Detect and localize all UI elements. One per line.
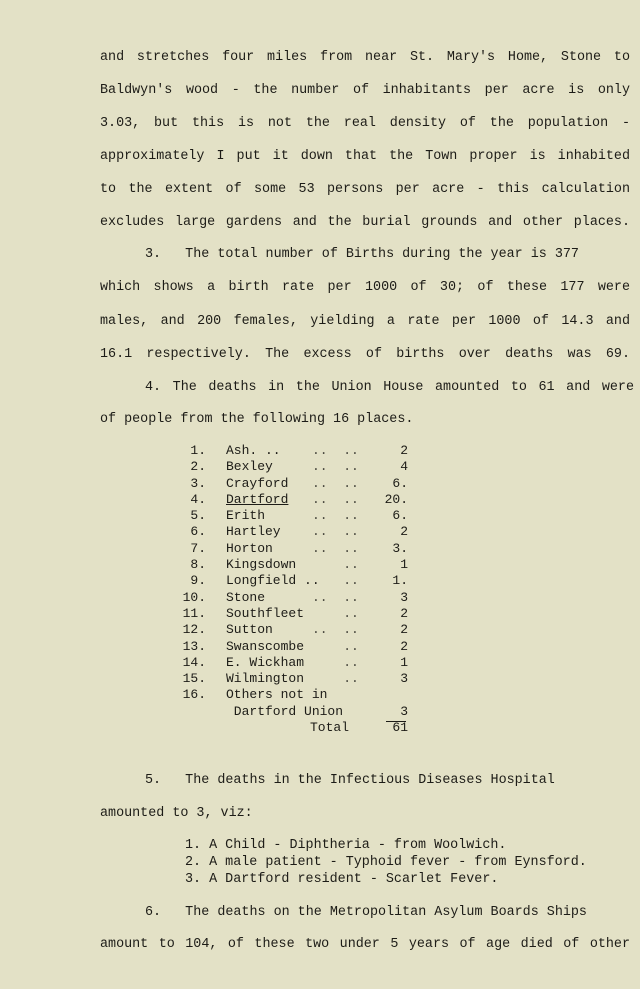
- table-cell-leader: .. ..: [312, 459, 359, 475]
- section-5-heading-line: 5. The deaths in the Infectious Diseases Hospital: [145, 773, 555, 788]
- table-cell-count: 61: [392, 720, 408, 736]
- table-cell-leader: ..: [312, 654, 359, 670]
- table-cell-number: 16.: [182, 687, 206, 703]
- table-cell-place: Horton: [226, 540, 273, 556]
- table-row: [170, 573, 430, 589]
- text-line: 3.03, but this is not the real density of the population -: [100, 116, 630, 131]
- table-cell-place: E. Wickham: [226, 654, 305, 670]
- table-cell-number: 7.: [190, 540, 206, 556]
- table-cell-count: 2: [400, 638, 408, 654]
- table-cell-leader: ..: [312, 638, 359, 654]
- section-6-heading-line: 6. The deaths on the Metropolitan Asylum Boards Ships: [145, 905, 587, 920]
- table-cell-place: Hartley: [226, 524, 281, 540]
- table-row: [170, 476, 430, 492]
- table-cell-place: Dartford: [226, 491, 289, 507]
- table-cell-count: 2: [400, 622, 408, 638]
- table-cell-number: 14.: [182, 654, 206, 670]
- table-row: [170, 639, 430, 655]
- list-item: 3. A Dartford resident - Scarlet Fever.: [185, 872, 499, 887]
- table-cell-place: Others not in: [226, 687, 328, 703]
- table-cell-count: 6.: [392, 508, 408, 524]
- text-line: amount to 104, of these two under 5 years of age died of other: [100, 937, 630, 952]
- table-cell-count: 3: [400, 671, 408, 687]
- table-cell-place: Longfield ..: [226, 573, 320, 589]
- table-cell-number: 2.: [190, 459, 206, 475]
- table-cell-count: 20.: [384, 491, 408, 507]
- table-cell-place: Swanscombe: [226, 638, 305, 654]
- table-row: [170, 671, 430, 687]
- table-row: [170, 541, 430, 557]
- table-cell-leader: ..: [312, 557, 359, 573]
- table-cell-number: 5.: [190, 508, 206, 524]
- table-cell-leader: .. ..: [312, 540, 359, 556]
- table-row: [170, 524, 430, 540]
- table-cell-place: Stone: [226, 589, 266, 605]
- table-cell-place: Erith: [226, 508, 266, 524]
- table-cell-leader: .. ..: [312, 491, 359, 507]
- table-cell-number: 1.: [190, 443, 206, 458]
- table-cell-leader: .. ..: [312, 524, 359, 540]
- section-3-heading-line: 3. The total number of Births during the year is 377: [145, 247, 579, 262]
- table-row: [170, 557, 430, 573]
- table-cell-leader: .. ..: [312, 622, 359, 638]
- section-4-heading-line: 4. The deaths in the Union House amounted to 61 and were: [145, 380, 634, 395]
- table-cell-place: Bexley: [226, 459, 273, 475]
- table-cell-count: 1.: [392, 573, 408, 589]
- table-cell-leader: .. ..: [312, 443, 359, 458]
- table-cell-leader: .. ..: [312, 589, 359, 605]
- table-cell-number: 9.: [190, 573, 206, 589]
- list-item: 1. A Child - Diphtheria - from Woolwich.: [185, 838, 507, 853]
- table-cell-count: 1: [400, 557, 408, 573]
- text-line: excludes large gardens and the burial grounds and other places.: [100, 215, 630, 230]
- table-cell-count: 6.: [392, 475, 408, 491]
- text-line: males, and 200 females, yielding a rate per 1000 of 14.3 and: [100, 314, 630, 329]
- table-row: [170, 704, 430, 720]
- table-cell-leader: ..: [312, 573, 359, 589]
- table-cell-place: Ash. ..: [226, 443, 281, 458]
- places-table: [170, 443, 430, 736]
- table-row: [170, 459, 430, 475]
- table-cell-number: 13.: [182, 638, 206, 654]
- table-cell-leader: ..: [312, 671, 359, 687]
- table-cell-number: 4.: [190, 491, 206, 507]
- sum-rule: [386, 721, 406, 722]
- text-line: Baldwyn's wood - the number of inhabitants per acre is only: [100, 83, 630, 98]
- table-cell-place: Crayford: [226, 475, 289, 491]
- text-line: of people from the following 16 places.: [100, 412, 414, 427]
- table-cell-leader: .. ..: [312, 508, 359, 524]
- table-row: [170, 687, 430, 703]
- table-cell-number: 8.: [190, 557, 206, 573]
- text-line: 16.1 respectively. The excess of births over deaths was 69.: [100, 347, 630, 362]
- table-cell-number: 6.: [190, 524, 206, 540]
- text-line: and stretches four miles from near St. Mary's Home, Stone to: [100, 50, 630, 65]
- table-cell-number: 12.: [182, 622, 206, 638]
- table-cell-leader: .. ..: [312, 475, 359, 491]
- text-line: which shows a birth rate per 1000 of 30; of these 177 were: [100, 280, 630, 295]
- table-cell-count: 4: [400, 459, 408, 475]
- table-cell-number: 10.: [182, 589, 206, 605]
- table-cell-count: 2: [400, 524, 408, 540]
- table-cell-leader: ..: [312, 605, 359, 621]
- text-line: approximately I put it down that the Town proper is inhabited: [100, 149, 630, 164]
- table-cell-place: Dartford Union: [226, 703, 344, 719]
- table-cell-place: Kingsdown: [226, 557, 297, 573]
- table-cell-count: 2: [400, 443, 408, 458]
- table-cell-count: 3: [400, 589, 408, 605]
- text-line: amounted to 3, viz:: [100, 806, 253, 821]
- table-row: [170, 606, 430, 622]
- total-label: Total: [310, 720, 350, 736]
- table-row: [170, 590, 430, 606]
- table-cell-number: 3.: [190, 475, 206, 491]
- table-cell-count: 3: [400, 703, 408, 719]
- table-cell-place: Sutton: [226, 622, 273, 638]
- table-cell-place: Wilmington: [226, 671, 305, 687]
- table-row: [170, 720, 430, 736]
- table-cell-count: 3.: [392, 540, 408, 556]
- table-cell-number: 11.: [182, 605, 206, 621]
- table-cell-number: 15.: [182, 671, 206, 687]
- list-item: 2. A male patient - Typhoid fever - from Eynsford.: [185, 855, 587, 870]
- table-row: [170, 492, 430, 508]
- table-cell-count: 1: [400, 654, 408, 670]
- text-line: to the extent of some 53 persons per acre - this calculation: [100, 182, 630, 197]
- table-cell-count: 2: [400, 605, 408, 621]
- table-cell-place: Southfleet: [226, 605, 305, 621]
- table-row: [170, 443, 430, 459]
- table-row: [170, 655, 430, 671]
- table-row: [170, 508, 430, 524]
- table-row: [170, 622, 430, 638]
